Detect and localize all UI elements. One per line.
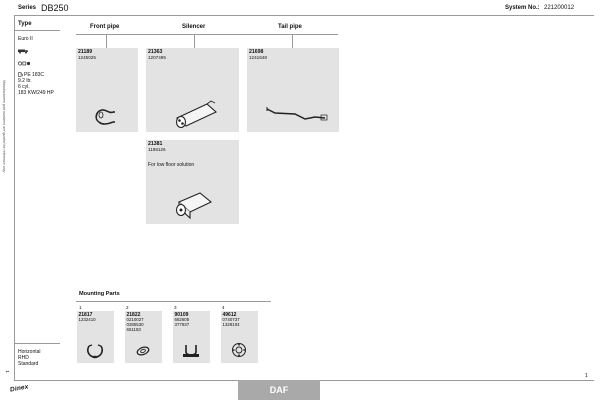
mounting-item-flange[interactable] xyxy=(221,311,258,363)
fuel-pump-icon xyxy=(18,72,23,77)
displacement: 9.2 ltr. xyxy=(18,78,32,84)
mounting-item-gasket[interactable] xyxy=(125,311,162,363)
orientation-standard: Standard xyxy=(18,361,39,367)
make-label: DAF xyxy=(269,385,289,395)
mounting-part-ref: 1232410 xyxy=(78,317,96,322)
orientation-rhd: RHD xyxy=(18,355,29,361)
dinex-logo: Dinex xyxy=(9,383,30,394)
series-value: DB250 xyxy=(41,3,69,13)
mounting-part-ref: 0285530 xyxy=(126,322,144,327)
page-number-right: 1 xyxy=(585,373,588,379)
gasket-icon xyxy=(131,341,155,359)
mounting-part-number: 21817 xyxy=(78,312,93,318)
mounting-part-number: 49612 xyxy=(222,312,237,318)
u-bolt-clamp-icon xyxy=(179,341,203,359)
section-silencer: Silencer xyxy=(182,24,206,30)
type-rule xyxy=(14,30,60,31)
part-number: 21698 xyxy=(249,49,264,55)
mounting-part-ref: 0740737 xyxy=(222,317,240,322)
cylinders: 6 cyl. xyxy=(18,84,30,90)
orientation-rule xyxy=(14,343,60,344)
engine-code: PE 183C xyxy=(24,72,45,78)
mounting-part-number: 90109 xyxy=(174,312,189,318)
series-label: Series xyxy=(18,5,37,11)
mounting-index-4: 4 xyxy=(222,305,225,310)
tail-pipe-tick xyxy=(292,34,293,48)
system-label: System No.: xyxy=(505,5,540,11)
euro-class: Euro II xyxy=(18,36,33,42)
front-pipe-icon xyxy=(90,102,120,128)
section-front-pipe: Front pipe xyxy=(90,24,120,30)
part-card-front-pipe[interactable] xyxy=(76,48,138,132)
silencer-icon xyxy=(171,96,221,128)
mounting-title: Mounting Parts xyxy=(79,291,120,297)
mounting-index-1: 1 xyxy=(79,305,82,310)
truck-icon xyxy=(18,49,28,54)
header-rule xyxy=(14,15,594,16)
mounting-part-number: 21822 xyxy=(126,312,141,318)
flange-gasket-icon xyxy=(227,341,251,359)
part-number: 21363 xyxy=(148,49,163,55)
make-banner xyxy=(238,380,320,400)
part-number: 21381 xyxy=(148,141,163,147)
part-reference: 1241648 xyxy=(249,54,267,60)
system-value: 221200012 xyxy=(544,5,575,11)
section-tail-pipe: Tail pipe xyxy=(278,24,302,30)
orientation-horizontal: Horizontal xyxy=(18,349,41,355)
mounting-part-ref: 1328104 xyxy=(222,322,240,327)
part-note: For low floor solution xyxy=(148,162,195,168)
part-card-low-floor-silencer[interactable] xyxy=(146,140,239,224)
part-reference: 1245025 xyxy=(78,54,96,60)
engine-power: 183 KW/249 HP xyxy=(18,90,54,96)
mounting-index-2: 2 xyxy=(126,305,129,310)
section-rule xyxy=(76,34,338,35)
mounting-part-ref: 0210027 xyxy=(126,317,144,322)
mounting-part-ref: 377937 xyxy=(174,322,190,327)
part-reference: 1198126 xyxy=(148,146,166,152)
part-card-silencer[interactable] xyxy=(146,48,239,132)
part-number: 21189 xyxy=(78,49,93,55)
page-number-left: 1 xyxy=(4,370,10,373)
type-label: Type xyxy=(18,21,32,27)
mounting-part-ref: 651183 xyxy=(126,327,141,332)
mounting-index-3: 3 xyxy=(174,305,177,310)
part-reference: 1207495 xyxy=(148,54,166,60)
low-floor-silencer-icon xyxy=(172,186,216,220)
axle-config-icon xyxy=(18,61,31,66)
front-pipe-tick xyxy=(106,34,107,48)
mounting-rule xyxy=(76,301,271,302)
tail-pipe-icon xyxy=(265,103,335,125)
left-divider xyxy=(14,15,15,380)
pipe-clamp-icon xyxy=(83,341,107,359)
mounting-item-u-clamp[interactable] xyxy=(173,311,210,363)
part-card-tail-pipe[interactable] xyxy=(247,48,339,132)
reference-disclaimer: Manufacturers part numbers are quoted for reference only xyxy=(2,80,6,173)
mounting-item-clamp[interactable] xyxy=(77,311,114,363)
mounting-part-ref: 682605 xyxy=(174,317,190,322)
silencer-tick xyxy=(194,34,195,48)
